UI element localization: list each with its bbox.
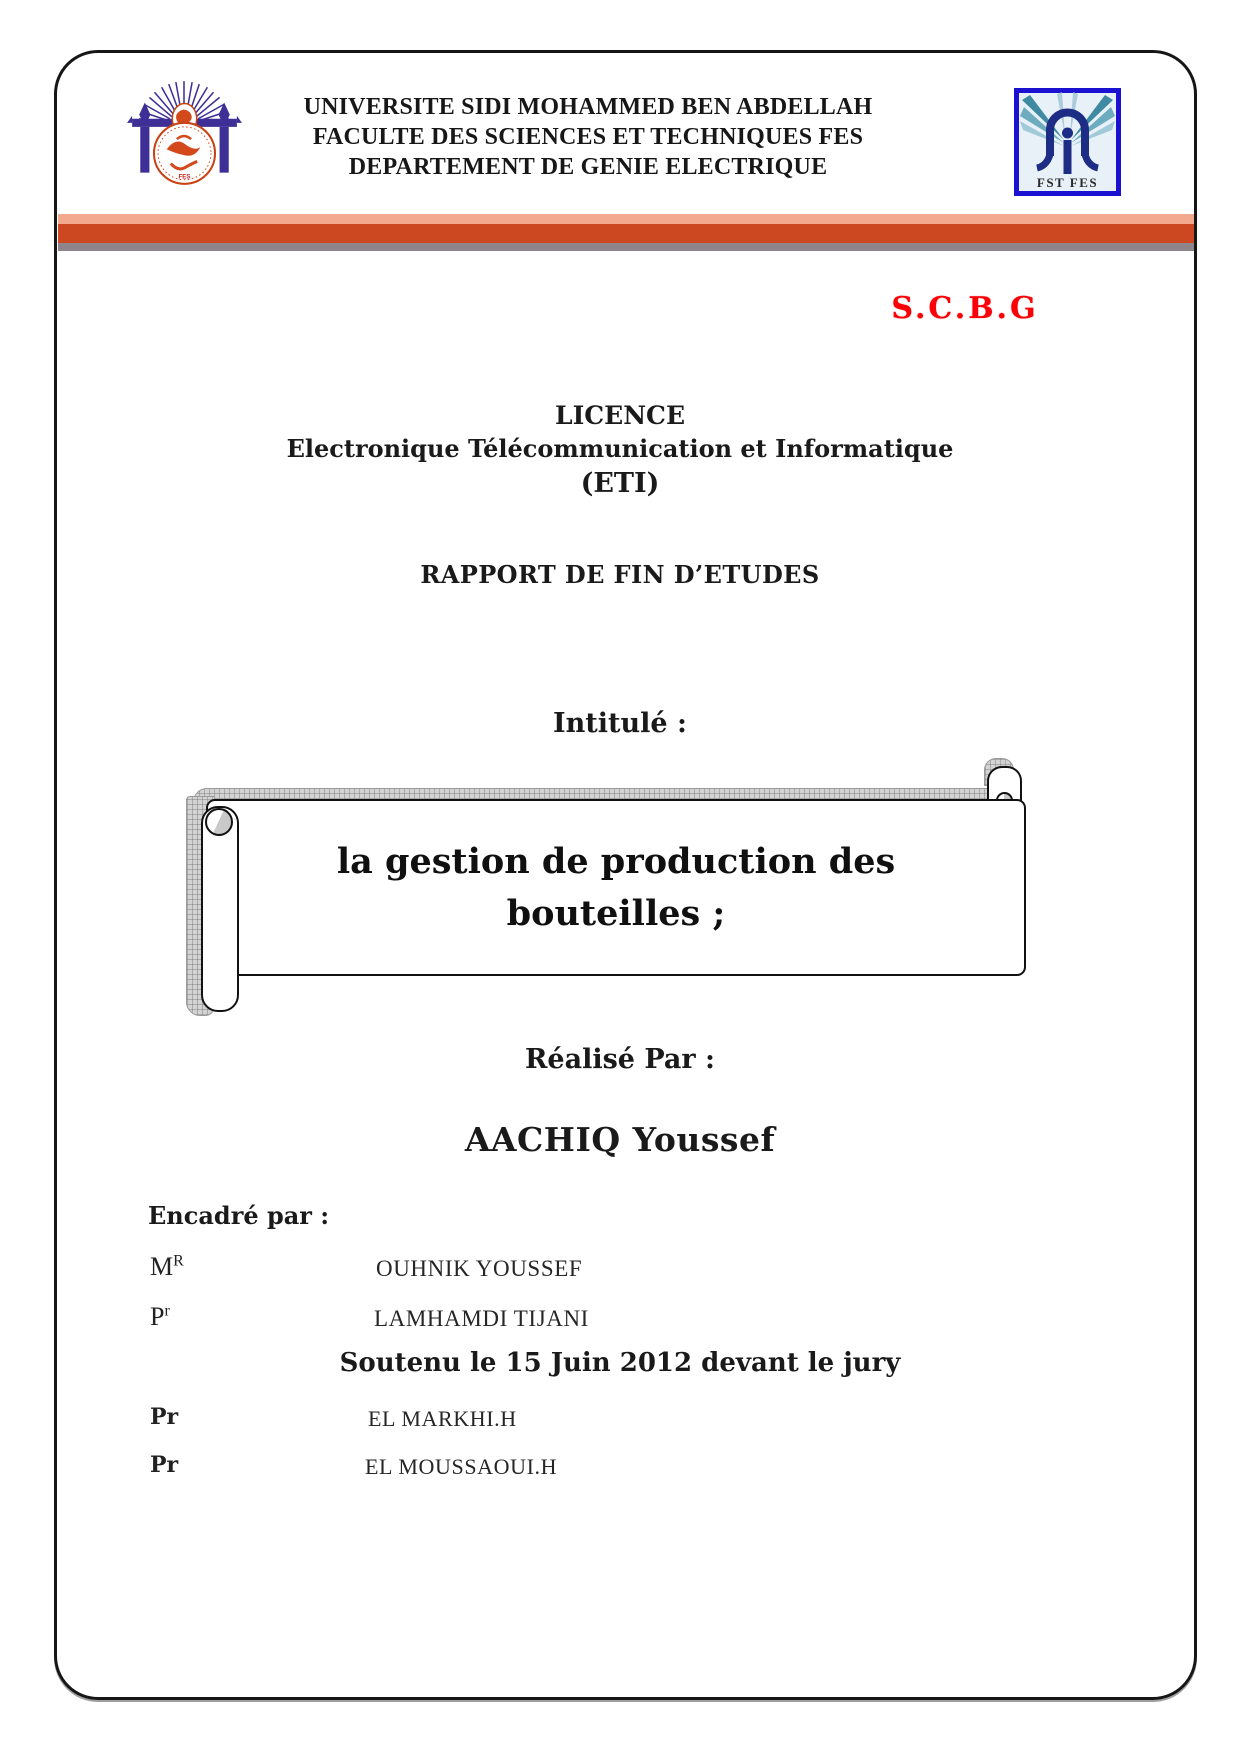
fst-fes-icon [1014, 88, 1121, 196]
scroll-left-curl-eye [205, 808, 233, 836]
report-type: RAPPORT DE FIN D’ETUDES [420, 560, 820, 589]
speciality-title: Electronique Télécommunication et Informatique [286, 434, 954, 463]
svg-text:FES: FES [178, 173, 191, 181]
divider-gray-band [58, 243, 1194, 251]
supervisor-row-1 [0, 1252, 1240, 1292]
supervisor-name: LAMHAMDI TIJANI [374, 1306, 589, 1331]
tricolor-divider [58, 214, 1194, 251]
divider-salmon-band [58, 214, 1194, 224]
project-title-line1: la gestion de production des [336, 840, 896, 882]
jury-title: Pr [150, 1452, 179, 1478]
author-name: AACHIQ Youssef [464, 1120, 776, 1159]
project-title-line2: bouteilles ; [506, 892, 726, 934]
faculty-name: FACULTE DES SCIENCES ET TECHNIQUES FES [312, 124, 864, 150]
realise-label: Réalisé Par : [524, 1044, 716, 1075]
supervisor-title: $M^R$ [150, 1252, 184, 1281]
company-tag: S.C.B.G [891, 291, 1039, 326]
jury-name: EL MARKHI.H [368, 1406, 517, 1431]
university-emblem-logo [126, 74, 243, 194]
fst-fes-logo [1014, 88, 1121, 196]
jury-row-2 [0, 1452, 1240, 1492]
scroll-left-roll [201, 806, 239, 1012]
title-banner-panel [206, 799, 1026, 976]
university-emblem-icon [126, 74, 243, 194]
jury-name: EL MOUSSAOUI.H [365, 1454, 558, 1479]
divider-orange-band [58, 224, 1194, 243]
supervisor-row-2 [0, 1302, 1240, 1342]
jury-title: Pr [150, 1404, 179, 1430]
intitule-label: Intitulé : [553, 708, 687, 739]
institution-header [248, 92, 928, 182]
degree-title: LICENCE [554, 401, 686, 430]
fst-fes-caption: FST FES [1036, 175, 1099, 190]
encadre-label: Encadré par : [148, 1201, 330, 1230]
speciality-abbrev: (ETI) [580, 468, 660, 499]
department-name: DEPARTEMENT DE GENIE ELECTRIQUE [348, 154, 828, 180]
supervisor-name: OUHNIK YOUSSEF [376, 1256, 583, 1281]
supervisor-title: $P^r$ [150, 1302, 170, 1331]
jury-row-1 [0, 1404, 1240, 1444]
defense-line: Soutenu le 15 Juin 2012 devant le jury [339, 1348, 901, 1378]
university-name: UNIVERSITE SIDI MOHAMMED BEN ABDELLAH [303, 94, 873, 120]
